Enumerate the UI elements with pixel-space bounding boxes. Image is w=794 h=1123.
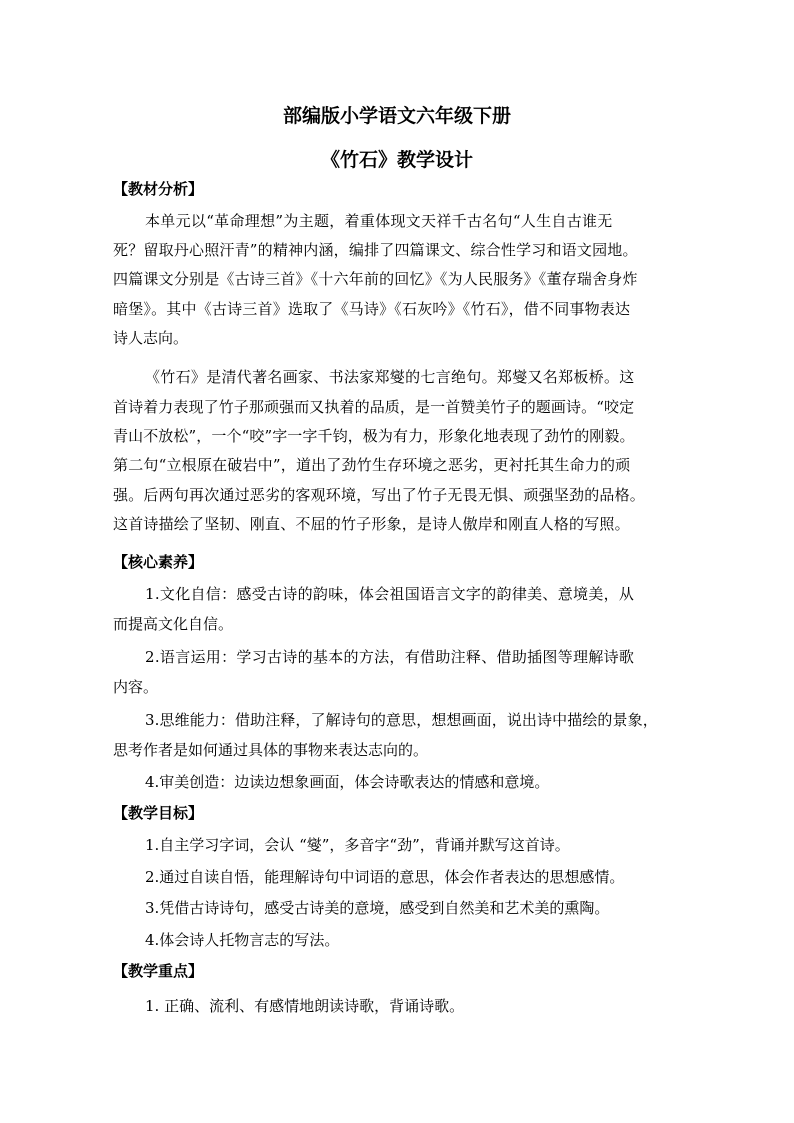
paragraph-line: 这首诗描绘了坚韧、刚直、不屈的竹子形象，是诗人傲岸和刚直人格的写照。 [113,515,630,533]
list-item-continuation: 而提高文化自信。 [113,615,234,633]
list-item-continuation: 内容。 [113,678,159,696]
paragraph-line: 强。后两句再次通过恶劣的客观环境，写出了竹子无畏无惧、顽强坚劲的品格。 [113,486,646,504]
paragraph-line: 死？留取丹心照汗青”的精神内涵，编排了四篇课文、综合性学习和语文园地。 [113,241,638,259]
list-item-continuation: 思考作者是如何通过具体的事物来表达志向的。 [113,741,429,759]
paragraph-line: 《竹石》是清代著名画家、书法家郑燮的七言绝句。郑燮又名郑板桥。这 [145,368,635,386]
list-item: 1.自主学习字词，会认 “燮”，多音字“劲”，背诵并默写这首诗。 [145,836,570,854]
list-item: 3.凭借古诗诗句，感受古诗美的意境，感受到自然美和艺术美的熏陶。 [145,899,610,917]
section-heading-goals: 【教学目标】 [113,804,204,822]
list-item: 3.思维能力：借助注释，了解诗句的意思，想想画面，说出诗中描绘的景象， [145,711,658,729]
paragraph-line: 诗人志向。 [113,329,189,347]
paragraph-line: 第二句“立根原在破岩中”，道出了劲竹生存环境之恶劣，更衬托其生命力的顽 [113,456,631,474]
list-item: 1. 正确、流利、有感情地朗读诗歌，背诵诗歌。 [145,997,465,1015]
list-item: 2.通过自读自悟，能理解诗句中词语的意思，体会作者表达的思想感情。 [145,868,625,886]
list-item: 1.文化自信：感受古诗的韵味，体会祖国语言文字的韵律美、意境美，从 [145,585,635,603]
paragraph-line: 青山不放松”，一个“咬”字一字千钧，极为有力，形象化地表现了劲竹的刚毅。 [113,427,635,445]
section-heading-keypoints: 【教学重点】 [113,962,204,980]
section-heading-analysis: 【教材分析】 [113,180,204,198]
paragraph-line: 本单元以“革命理想”为主题，着重体现文天祥千古名句“人生自古谁无 [145,212,613,230]
list-item: 2.语言运用：学习古诗的基本的方法，有借助注释、借助插图等理解诗歌 [145,648,635,666]
list-item: 4.审美创造：边读边想象画面，体会诗歌表达的情感和意境。 [145,773,550,791]
paragraph-line: 暗堡》。其中《古诗三首》选取了《马诗》《石灰吟》《竹石》，借不同事物表达 [113,300,631,318]
document-title: 部编版小学语文六年级下册 [282,105,511,127]
paragraph-line: 四篇课文分别是《古诗三首》《十六年前的回忆》《为人民服务》《董存瑞舍身炸 [113,270,638,288]
paragraph-line: 首诗着力表现了竹子那顽强而又执着的品质，是一首赞美竹子的题画诗。“咬定 [113,398,635,416]
document-subtitle: 《竹石》教学设计 [320,149,473,171]
section-heading-literacy: 【核心素养】 [113,553,204,571]
list-item: 4.体会诗人托物言志的写法。 [145,931,340,949]
